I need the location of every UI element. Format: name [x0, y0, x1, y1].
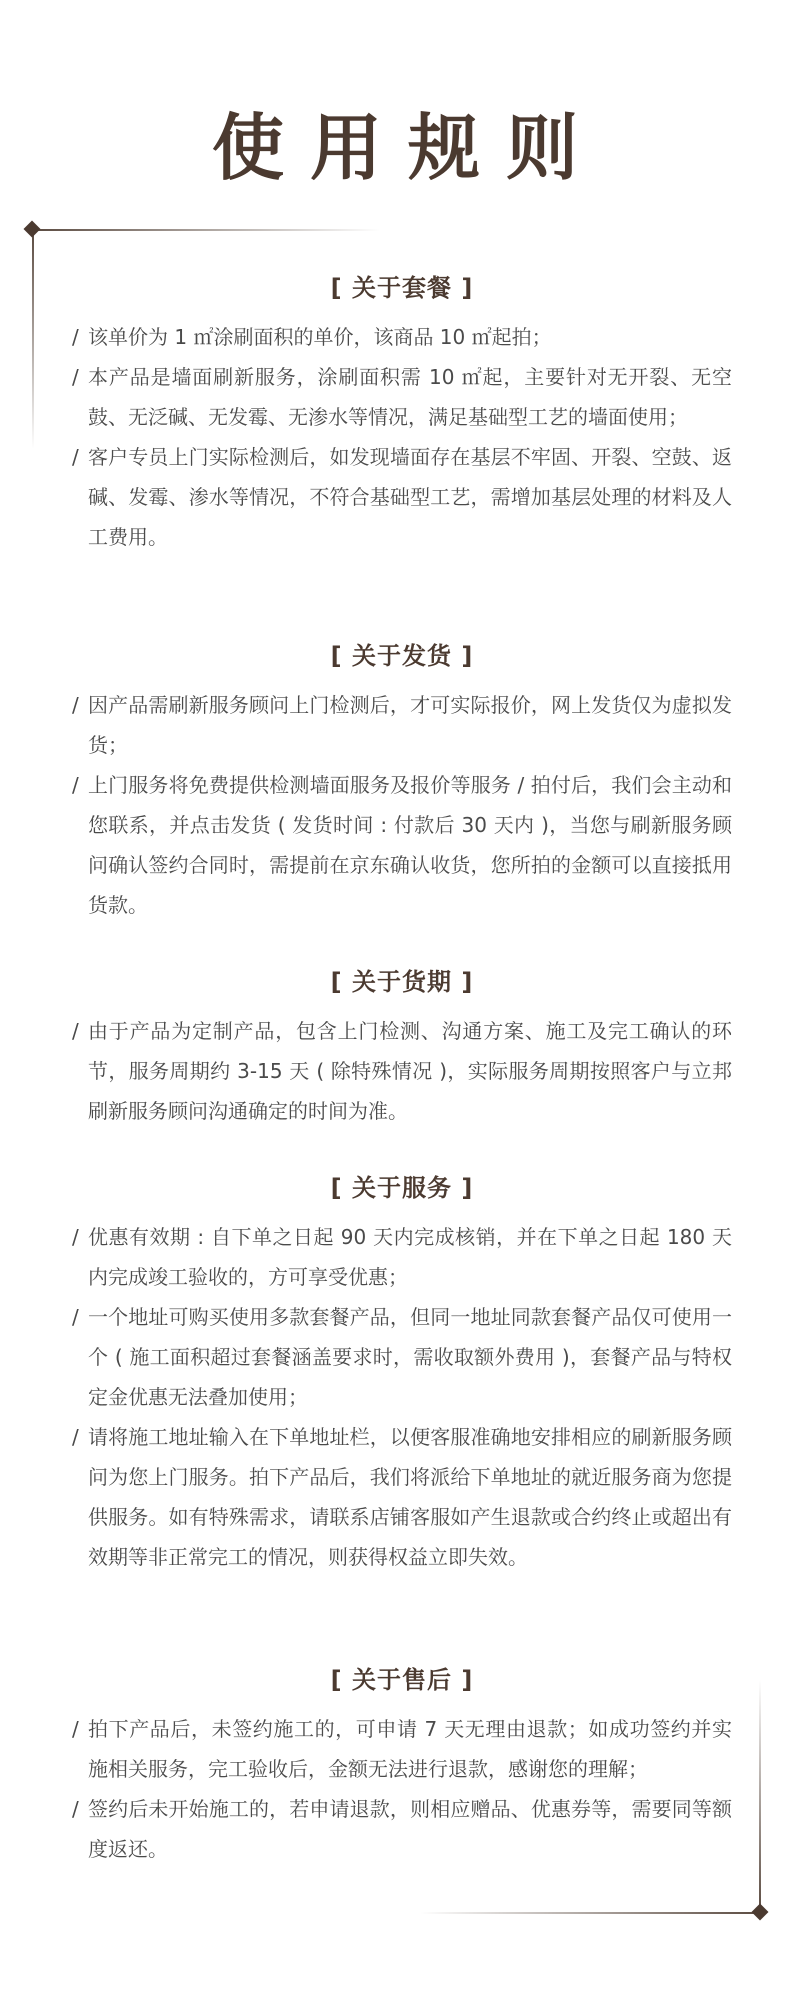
list-item: / 一个地址可购买使用多款套餐产品，但同一地址同款套餐产品仅可使用一个 ( 施工面积超过套餐涵盖要求时，需收取额外费用 )，套餐产品与特权定金优惠无法叠加使用；: [72, 1305, 732, 1409]
section-heading: [ 关于套餐 ]: [330, 274, 474, 302]
section-heading: [ 关于货期 ]: [330, 968, 474, 996]
list-item: / 由于产品为定制产品，包含上门检测、沟通方案、施工及完工确认的环节，服务周期约 3-15 天 ( 除特殊情况 )，实际服务周期按照客户与立邦刷新服务顾问沟通确定的时间为准。: [72, 1019, 732, 1123]
section-package: [72, 268, 732, 557]
frame-right-line: [759, 1680, 761, 1913]
frame-left-line: [32, 229, 34, 449]
section-after-sales: [72, 1660, 732, 1869]
list-item: / 拍下产品后，未签约施工的，可申请 7 天无理由退款；如成功签约并实施相关服务，完工验收后，金额无法进行退款，感谢您的理解；: [72, 1717, 732, 1781]
frame-bottom-line: [420, 1912, 761, 1914]
corner-diamond-icon: [752, 1904, 769, 1921]
section-heading: [ 关于发货 ]: [330, 642, 474, 670]
list-item: / 优惠有效期 : 自下单之日起 90 天内完成核销，并在下单之日起 180 天内完成竣工验收的，方可享受优惠；: [72, 1225, 732, 1289]
list-item: / 签约后未开始施工的，若申请退款，则相应赠品、优惠券等，需要同等额度返还。: [72, 1797, 732, 1861]
list-item: / 客户专员上门实际检测后，如发现墙面存在基层不牢固、开裂、空鼓、返碱、发霉、渗水等情况，不符合基础型工艺，需增加基层处理的材料及人工费用。: [72, 445, 732, 549]
frame-top-line: [32, 229, 380, 231]
list-item: / 本产品是墙面刷新服务，涂刷面积需 10 ㎡起，主要针对无开裂、无空鼓、无泛碱、无发霉、无渗水等情况，满足基础型工艺的墙面使用；: [72, 365, 732, 429]
list-item: / 上门服务将免费提供检测墙面服务及报价等服务 / 拍付后，我们会主动和您联系，并点击发货 ( 发货时间 : 付款后 30 天内 )，当您与刷新服务顾问确认签约合同时，需提前在京东确认收货，您所拍的金额可以直接抵用货款。: [72, 773, 732, 917]
section-service: [72, 1168, 732, 1577]
list-item: / 因产品需刷新服务顾问上门检测后，才可实际报价，网上发货仅为虚拟发货；: [72, 693, 732, 757]
list-item: / 请将施工地址输入在下单地址栏，以便客服准确地安排相应的刷新服务顾问为您上门服务。拍下产品后，我们将派给下单地址的就近服务商为您提供服务。如有特殊需求，请联系店铺客服如产生退款或合约终止或超出有效期等非正常完工的情况，则获得权益立即失效。: [72, 1425, 732, 1569]
section-shipping: [72, 636, 732, 925]
section-heading: [ 关于售后 ]: [330, 1666, 474, 1694]
section-delivery-period: [72, 962, 732, 1131]
section-heading: [ 关于服务 ]: [330, 1174, 474, 1202]
page-title: 使用规则: [211, 105, 604, 190]
corner-diamond-icon: [24, 221, 41, 238]
list-item: / 该单价为 1 ㎡涂刷面积的单价，该商品 10 ㎡起拍；: [72, 325, 552, 349]
